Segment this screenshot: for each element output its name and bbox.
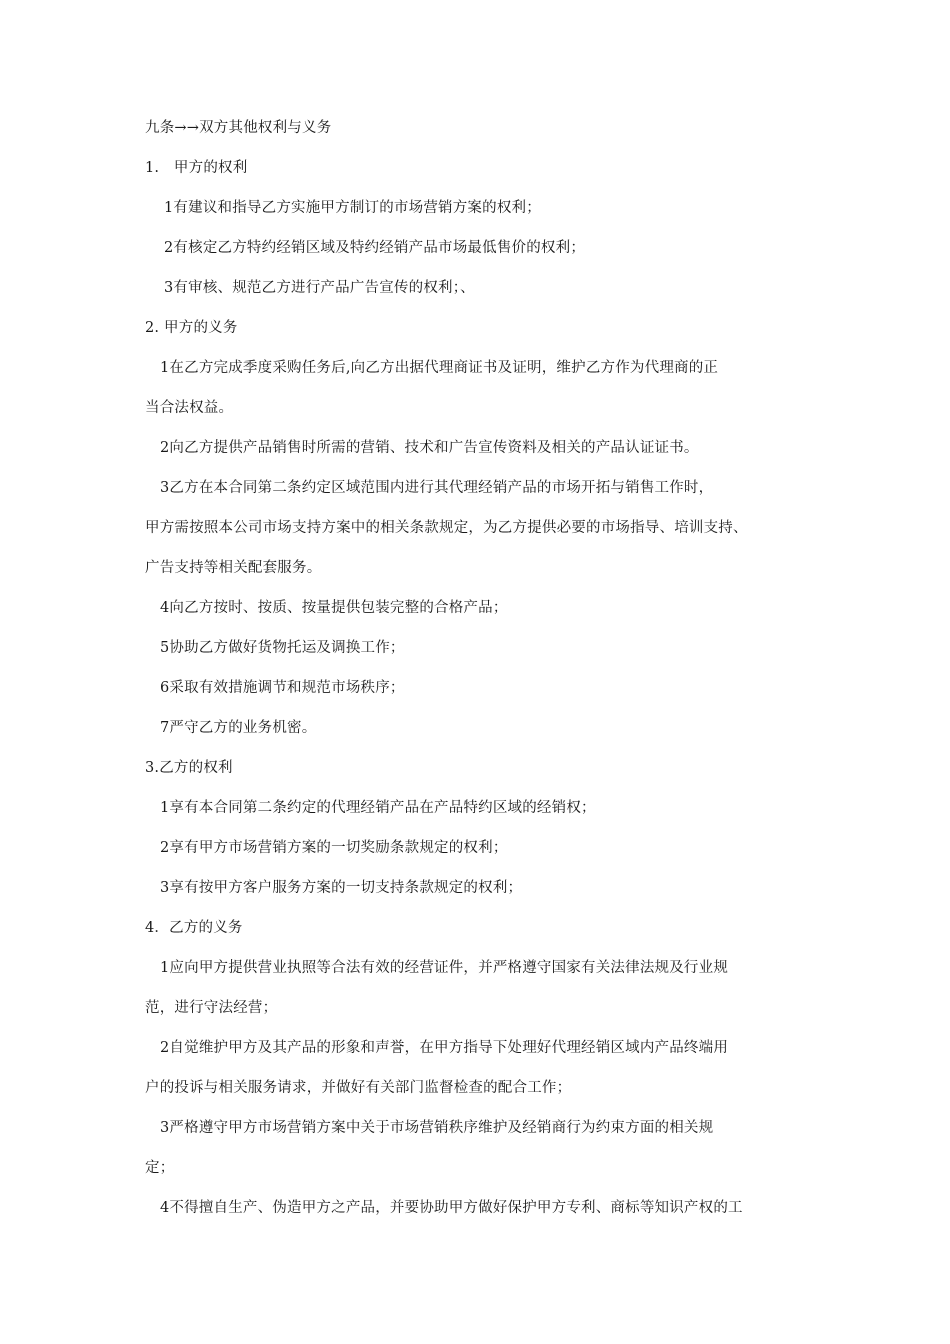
paragraph-line: 甲方需按照本公司市场支持方案中的相关条款规定，为乙方提供必要的市场指导、培训支持、: [145, 520, 748, 536]
subsection-heading: 2. 甲方的义务: [145, 320, 238, 336]
paragraph-line: 1有建议和指导乙方实施甲方制订的市场营销方案的权利；: [164, 200, 541, 216]
paragraph-line: 4向乙方按时、按质、按量提供包装完整的合格产品；: [160, 600, 508, 616]
paragraph-line: 2自觉维护甲方及其产品的形象和声誉，在甲方指导下处理好代理经销区域内产品终端用: [160, 1040, 729, 1056]
paragraph-line: 1在乙方完成季度采购任务后,向乙方出据代理商证书及证明，维护乙方作为代理商的正: [160, 360, 719, 376]
paragraph-line: 2向乙方提供产品销售时所需的营销、技术和广告宣传资料及相关的产品认证证书。: [160, 440, 699, 456]
paragraph-line: 5协助乙方做好货物托运及调换工作；: [160, 640, 405, 656]
paragraph-line: 范，进行守法经营；: [145, 1000, 278, 1016]
section-heading: 九条→→双方其他权利与义务: [145, 120, 332, 136]
paragraph-line: 6采取有效措施调节和规范市场秩序；: [160, 680, 405, 696]
paragraph-line: 广告支持等相关配套服务。: [145, 560, 322, 576]
paragraph-line: 3享有按甲方客户服务方案的一切支持条款规定的权利；: [160, 880, 523, 896]
paragraph-line: 定；: [145, 1160, 175, 1176]
paragraph-line: 1应向甲方提供营业执照等合法有效的经营证件，并严格遵守国家有关法律法规及行业规: [160, 960, 729, 976]
paragraph-line: 7严守乙方的业务机密。: [160, 720, 317, 736]
paragraph-line: 1享有本合同第二条约定的代理经销产品在产品特约区域的经销权；: [160, 800, 596, 816]
subsection-heading: 3.乙方的权利: [145, 760, 233, 776]
paragraph-line: 当合法权益。: [145, 400, 234, 416]
paragraph-line: 2有核定乙方特约经销区域及特约经销产品市场最低售价的权利；: [164, 240, 586, 256]
paragraph-line: 2享有甲方市场营销方案的一切奖励条款规定的权利；: [160, 840, 508, 856]
subsection-heading: 4．乙方的义务: [145, 920, 243, 936]
paragraph-line: 户的投诉与相关服务请求，并做好有关部门监督检查的配合工作；: [145, 1080, 572, 1096]
paragraph-line: 4不得擅自生产、伪造甲方之产品，并要协助甲方做好保护甲方专利、商标等知识产权的工: [160, 1200, 743, 1216]
subsection-heading: 1. 甲方的权利: [145, 160, 248, 176]
paragraph-line: 3有审核、规范乙方进行产品广告宣传的权利；、: [164, 280, 475, 296]
paragraph-line: 3乙方在本合同第二条约定区域范围内进行其代理经销产品的市场开拓与销售工作时，: [160, 480, 714, 496]
paragraph-line: 3严格遵守甲方市场营销方案中关于市场营销秩序维护及经销商行为约束方面的相关规: [160, 1120, 714, 1136]
